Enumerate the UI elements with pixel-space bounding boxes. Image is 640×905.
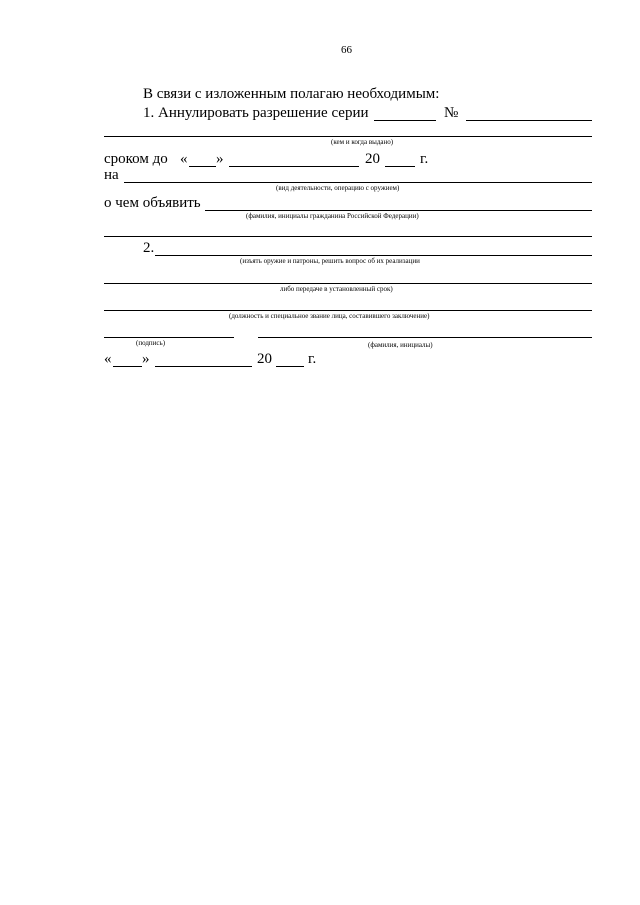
date-year-prefix: 20 — [257, 351, 272, 367]
item1-label: 1. Аннулировать разрешение серии — [143, 105, 369, 121]
on-label: на — [104, 167, 119, 183]
caption-name: (фамилия, инициалы) — [368, 341, 433, 349]
position-blank — [104, 310, 592, 311]
on-blank — [124, 182, 592, 183]
number-blank — [466, 120, 592, 121]
name-blank — [258, 337, 592, 338]
announce-label: о чем объявить — [104, 195, 201, 211]
announce-blank — [205, 210, 592, 211]
page-number: 66 — [341, 44, 352, 56]
number-sign: № — [444, 105, 459, 121]
blank-line — [104, 283, 592, 284]
date-day-blank — [113, 366, 142, 367]
date-month-blank — [155, 366, 252, 367]
term-day-blank — [189, 166, 216, 167]
item2-label: 2. — [143, 240, 155, 256]
term-year-blank — [385, 166, 415, 167]
term-year-prefix: 20 — [365, 151, 380, 167]
date-year-suffix: г. — [308, 351, 317, 367]
date-year-blank — [276, 366, 304, 367]
term-month-blank — [229, 166, 359, 167]
signature-blank — [104, 337, 234, 338]
caption-weapon-seize: (изъять оружие и патроны, решить вопрос об их реализации — [240, 257, 420, 265]
term-quote-open: « — [180, 151, 188, 167]
caption-transfer: либо передаче в установленный срок) — [280, 285, 393, 293]
caption-issued: (кем и когда выдано) — [331, 138, 394, 146]
blank-line — [104, 236, 592, 237]
caption-citizen: (фамилия, инициалы гражданина Российской Федерации) — [246, 212, 419, 220]
series-blank — [374, 120, 436, 121]
caption-position: (должность и специальное звание лица, составившего заключение) — [229, 312, 430, 320]
term-year-suffix: г. — [420, 151, 429, 167]
item2-blank — [155, 255, 592, 256]
date-quote-close: » — [142, 351, 150, 367]
term-quote-close: » — [216, 151, 224, 167]
date-quote-open: « — [104, 351, 112, 367]
caption-activity: (вид деятельности, операцию с оружием) — [276, 184, 400, 192]
issued-blank — [104, 136, 592, 137]
caption-signature: (подпись) — [136, 339, 166, 347]
term-label: сроком до — [104, 151, 168, 167]
intro-text: В связи с изложенным полагаю необходимым: — [143, 86, 440, 102]
